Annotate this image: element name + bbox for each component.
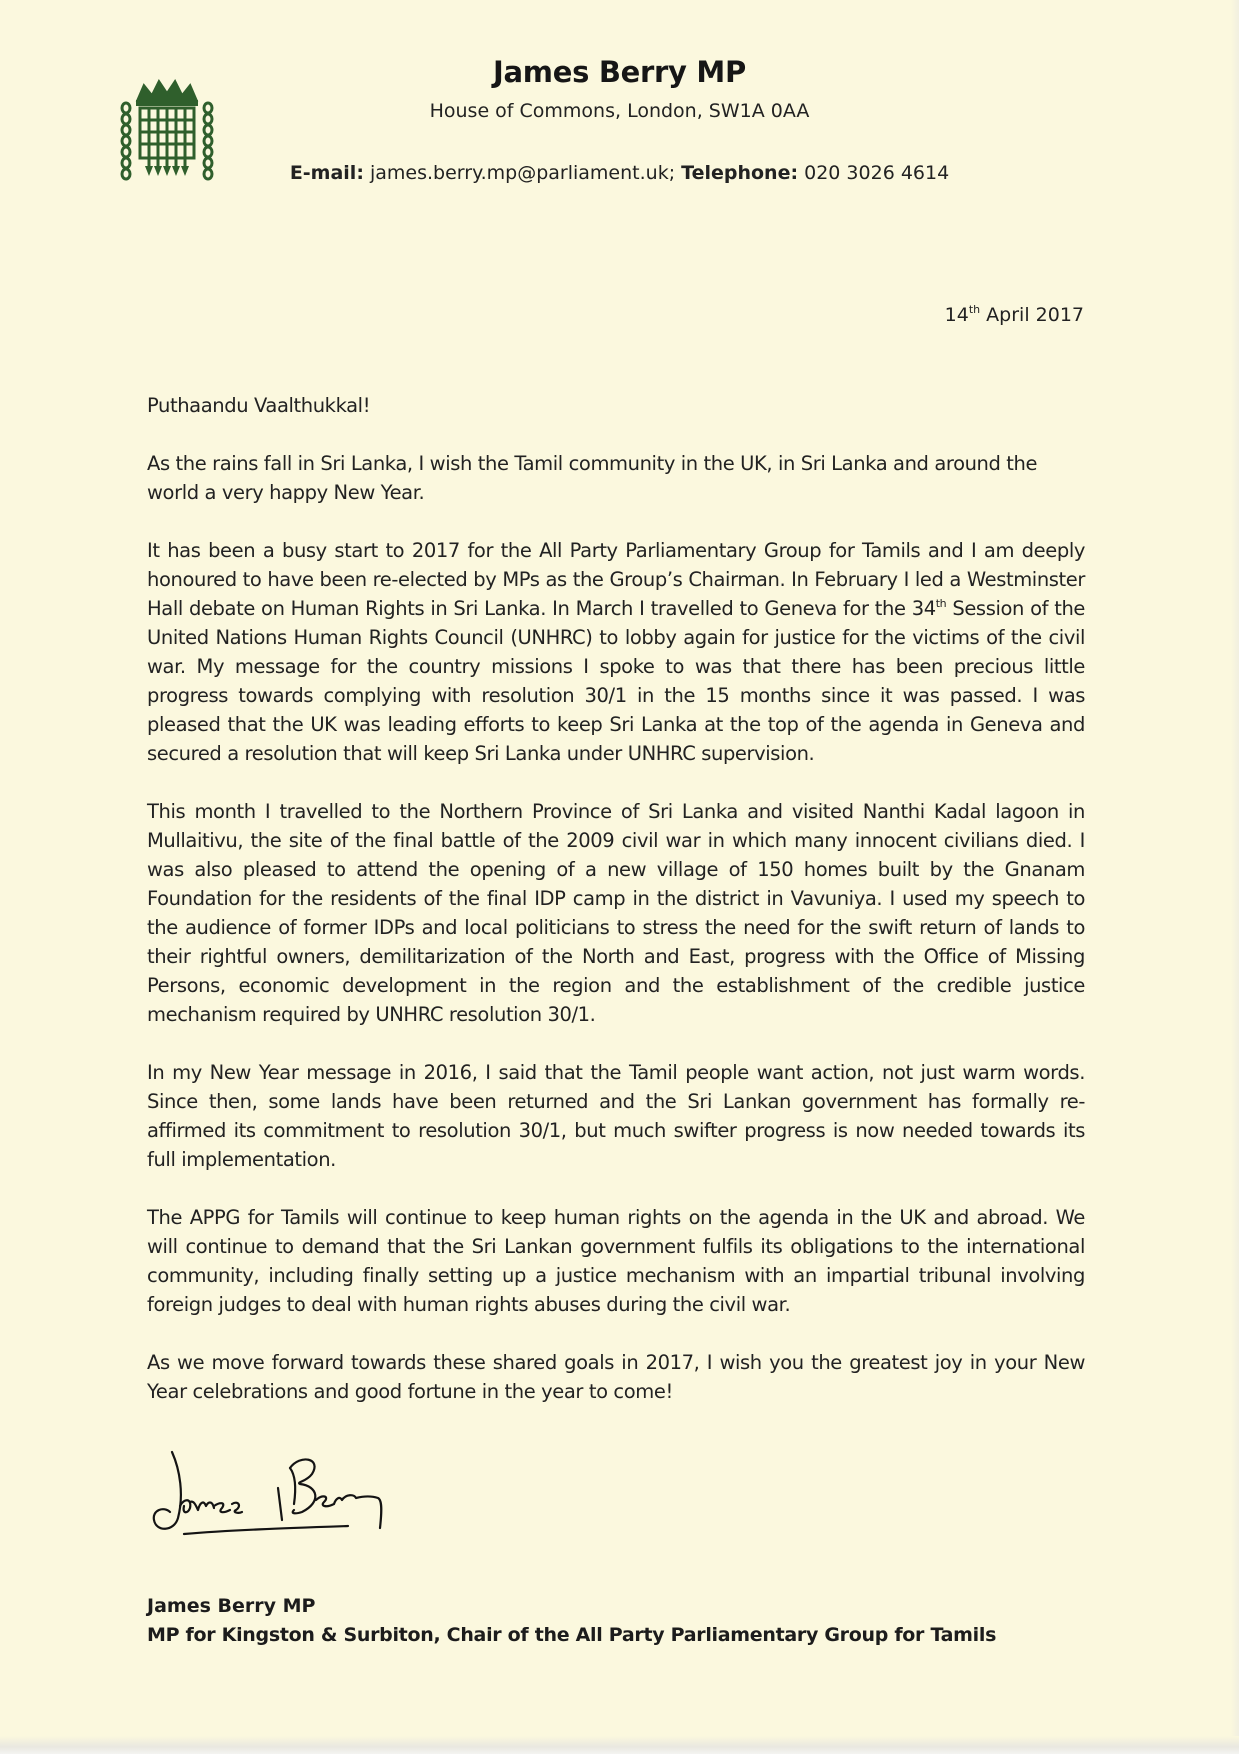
paragraph-1: As the rains fall in Sri Lanka, I wish the Tamil community in the UK, in Sri Lanka and around the world a very happy New Year. (147, 452, 1038, 504)
paragraph-6: As we move forward towards these shared goals in 2017, I wish you the greatest joy in your New Year celebrations and good fortune in the year to come! (147, 1351, 1085, 1403)
paragraph-2-end: Session of the United Nations Human Rights Council (UNHRC) to lobby again for justice for the victims of the civil war. My message for the country missions I spoke to was that there has been precious little progress towards complying with resolution 30/1 in the 15 months since it was passed. I was pleased that the UK was leading efforts to keep Sri Lanka at the top of the agenda in Geneva and secured a resolution that will keep Sri Lanka under UNHRC supervision. (147, 597, 1085, 765)
paragraph-3: This month I travelled to the Northern Province of Sri Lanka and visited Nanthi Kadal lagoon in Mullaitivu, the site of the final battle of the 2009 civil war in which many innocent civilians died. I was also pleased to attend the opening of a new village of 150 homes built by the Gnanam Foundation for the residents of the final IDP camp in the district in Vavuniya. I used my speech to the audience of former IDPs and local politicians to stress the need for the swift return of lands to their rightful owners, demilitarization of the North and East, progress with the Office of Missing Persons, economic development in the region and the establishment of the credible justice mechanism required by UNHRC resolution 30/1. (147, 800, 1085, 1026)
date-month-year: April 2017 (986, 304, 1084, 326)
scan-edge-right (1231, 0, 1239, 1754)
letterhead-contact (0, 162, 1239, 184)
paragraph-4: In my New Year message in 2016, I said that the Tamil people want action, not just warm words. Since then, some lands have been returned and the Sri Lankan government has formally re-affirmed its commitment to resolution 30/1, but much swifter progress is now needed towards its full implementation. (147, 1061, 1085, 1171)
phone-label: Telephone: (681, 162, 799, 184)
date-day: 14 (944, 304, 969, 326)
paragraph-2 (147, 536, 1085, 768)
letter-date (945, 303, 1084, 326)
session-number: 34 (911, 597, 936, 620)
signatory-title: MP for Kingston & Surbiton, Chair of the All Party Parliamentary Group for Tamils (147, 1624, 997, 1646)
letterhead-address: House of Commons, London, SW1A 0AA (429, 100, 810, 122)
scan-edge-bottom (0, 1736, 1239, 1754)
phone-number: 020 3026 4614 (804, 162, 950, 184)
paragraph-2-start: It has been a busy start to 2017 for the All Party Parliamentary Group for Tamils and I am deeply honoured to have been re-elected by MPs as the Group’s Chairman. In February I led a Westminster Hall debate on Human Rights in Sri Lanka. In March I travelled to Geneva for the (147, 539, 1085, 620)
greeting: Puthaandu Vaalthukkal! (147, 394, 371, 417)
paragraph-5: The APPG for Tamils will continue to keep human rights on the agenda in the UK and abroad. We will continue to demand that the Sri Lankan government fulfils its obligations to the international community, including finally setting up a justice mechanism with an impartial tribunal involving foreign judges to deal with human rights abuses during the civil war. (147, 1206, 1085, 1316)
date-suffix: th (968, 303, 981, 316)
email-label: E-mail: (289, 162, 364, 184)
signatory-name: James Berry MP (147, 1595, 316, 1617)
email-address: james.berry.mp@parliament.uk; (369, 162, 676, 184)
letter-body (147, 391, 1085, 1435)
handwritten-signature (150, 1440, 410, 1550)
session-suffix: th (935, 597, 947, 610)
letterhead-name: James Berry MP (493, 55, 746, 89)
